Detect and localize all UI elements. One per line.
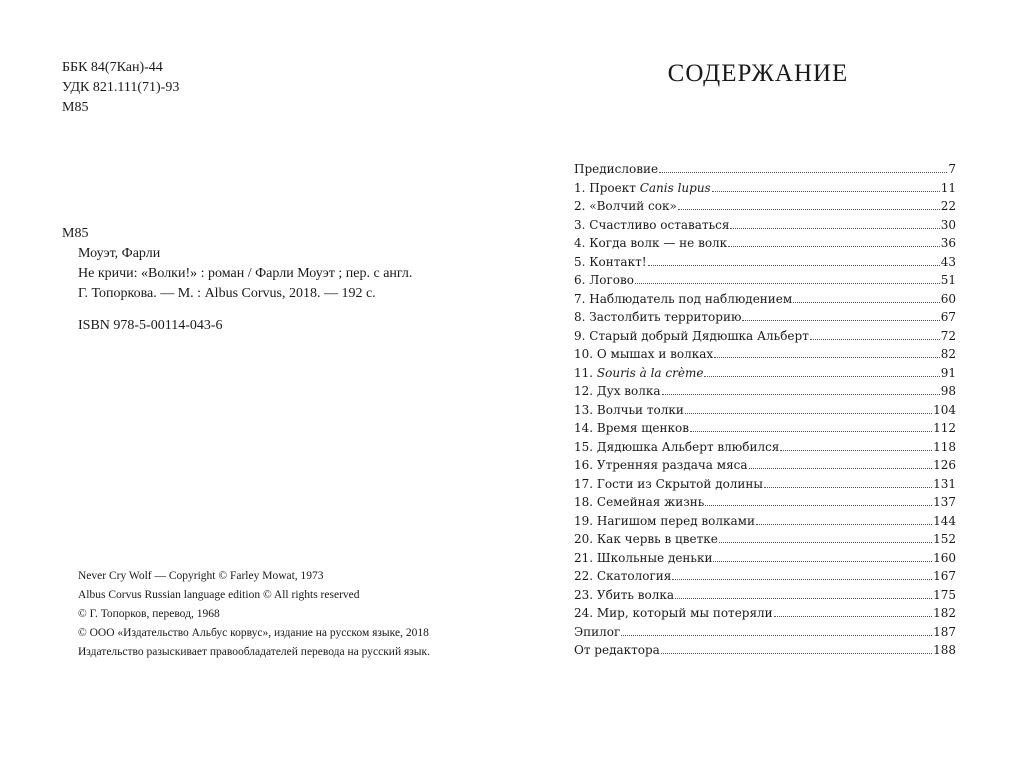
toc-entry-title: [574, 253, 647, 272]
toc-entry-title-text: 17. Гости из Скрытой долины: [574, 476, 763, 491]
toc-entry-title: [574, 308, 741, 327]
toc-page-number: 118: [933, 439, 956, 454]
toc-entry-title-italic: Souris à la crème: [596, 365, 704, 380]
toc-dot-leader: [621, 635, 932, 636]
toc-entry-title-text: 16. Утренняя раздача мяса: [574, 458, 748, 472]
toc-entry-title-text: 8. Застолбить территорию: [574, 310, 742, 324]
isbn: ISBN 978-5-00114-043-6: [78, 318, 223, 333]
toc-entry: [574, 160, 956, 179]
toc-entry-title: [574, 401, 684, 420]
toc-page-number: 51: [940, 273, 956, 287]
toc-entry: [574, 197, 956, 216]
toc-entry-title: [574, 327, 809, 346]
toc-page-number: 11: [940, 180, 956, 195]
toc-entry-title: [574, 604, 773, 623]
toc-entry-title-text: Эпилог: [574, 624, 621, 639]
toc-entry-title: [574, 419, 689, 438]
toc-page-number: 30: [940, 217, 956, 232]
toc-entry-title-text: 2. «Волчий сок»: [574, 199, 677, 213]
copyright-block: [78, 567, 430, 662]
toc-entry-title: [574, 512, 755, 531]
toc-page-number: 167: [933, 569, 956, 583]
toc-entry-title: [574, 234, 727, 253]
toc-entry: [574, 345, 956, 364]
toc-entry: [574, 604, 956, 623]
toc-entry-title-text: 22. Скатология: [574, 569, 672, 583]
toc-page-number: 131: [933, 476, 956, 491]
toc-entry: [574, 419, 956, 438]
toc-dot-leader: [749, 468, 933, 469]
toc-entry-title: [574, 438, 779, 457]
toc-page-number: 7: [948, 162, 956, 176]
toc-entry: [574, 401, 956, 420]
toc-entry-title-text: 21. Школьные деньки: [574, 550, 713, 565]
toc-entry-title: [574, 364, 703, 383]
toc-entry-title: [574, 475, 763, 494]
toc-entry-title: [574, 160, 658, 179]
toc-entry-title-text: 15. Дядюшка Альберт влюбился: [574, 439, 780, 454]
toc-dot-leader: [756, 524, 932, 525]
toc-entry: [574, 586, 956, 605]
toc-entry: [574, 530, 956, 549]
toc-entry-title: [574, 641, 660, 660]
right-page: [512, 0, 1024, 768]
toc-page-number: 67: [940, 310, 956, 324]
toc-page-number: 188: [933, 643, 956, 657]
bibliographic-record: [62, 224, 412, 336]
toc-entry-title-text: 12. Дух волка: [574, 384, 661, 398]
toc-entry-title: [574, 567, 671, 586]
toc-entry-title: [574, 345, 713, 364]
copyright-line: © Г. Топорков, перевод, 1968: [78, 608, 220, 620]
toc-entry-title: [574, 382, 661, 401]
toc-dot-leader: [713, 561, 932, 562]
toc-entry-title: [574, 623, 620, 642]
toc-dot-leader: [690, 431, 932, 432]
toc-dot-leader: [793, 302, 939, 303]
toc-dot-leader: [705, 505, 932, 506]
toc-dot-leader: [662, 394, 940, 395]
toc-dot-leader: [719, 542, 932, 543]
toc-entry: [574, 438, 956, 457]
bbk-code: ББК 84(7Кан)-44: [62, 60, 163, 75]
toc-page-number: 43: [940, 254, 956, 269]
toc-entry-title: [574, 549, 712, 568]
toc-entry: [574, 623, 956, 642]
toc-entry-title-text: 20. Как червь в цветке: [574, 532, 718, 546]
toc-entry-title: [574, 586, 674, 605]
toc-dot-leader: [648, 265, 940, 266]
toc-entry-title-text: 1. Проект: [574, 180, 640, 195]
biblio-title-line: Не кричи: «Волки!» : роман / Фарли Моуэт ; пер. с англ.: [78, 266, 413, 281]
toc-entry-title: [574, 456, 748, 475]
toc-dot-leader: [774, 616, 932, 617]
toc-page-number: 112: [933, 421, 956, 435]
biblio-author: Моуэт, Фарли: [78, 246, 161, 261]
toc-entry-title-text: 24. Мир, который мы потеряли: [574, 606, 773, 620]
toc-dot-leader: [730, 228, 939, 229]
toc-entry-title-italic: Canis lupus: [639, 180, 711, 195]
toc-entry-title-text: 6. Логово: [574, 273, 634, 287]
toc-entry-title-text: 7. Наблюдатель под наблюдением: [574, 291, 793, 306]
toc-title: СОДЕРЖАНИЕ: [667, 60, 849, 87]
toc-entry: [574, 382, 956, 401]
toc-dot-leader: [678, 209, 940, 210]
author-sign: М85: [62, 100, 89, 115]
toc-entry: [574, 493, 956, 512]
toc-dot-leader: [704, 376, 939, 377]
copyright-line: Never Cry Wolf — Copyright © Farley Mowat, 1973: [78, 570, 324, 582]
toc-entry-title: [574, 290, 792, 309]
toc-page-number: 91: [940, 365, 956, 380]
toc-entry-title-text: От редактора: [574, 643, 660, 657]
toc-entry-title: [574, 216, 729, 235]
biblio-imprint-line: Г. Топоркова. — М. : Albus Corvus, 2018. — 192 с.: [78, 286, 376, 301]
toc-entry: [574, 567, 956, 586]
toc-dot-leader: [810, 339, 940, 340]
toc-entry-title: [574, 179, 711, 198]
toc-dot-leader: [659, 172, 947, 173]
toc-entry-title-text: 23. Убить волка: [574, 587, 675, 602]
toc-entry-title-text: 14. Время щенков: [574, 421, 689, 435]
toc-dot-leader: [635, 283, 940, 284]
toc-page-number: 98: [940, 384, 956, 398]
toc-dot-leader: [764, 487, 932, 488]
toc-page-number: 160: [933, 550, 956, 565]
toc-dot-leader: [780, 450, 932, 451]
toc-entry-title: [574, 197, 677, 216]
toc-page-number: 144: [933, 513, 956, 528]
copyright-line: © ООО «Издательство Альбус корвус», издание на русском языке, 2018: [78, 627, 429, 639]
toc-entry-title-text: 18. Семейная жизнь: [574, 495, 705, 509]
toc-entry: [574, 327, 956, 346]
toc-page-number: 126: [933, 458, 956, 472]
toc-entry-title-text: 10. О мышах и волках: [574, 347, 714, 361]
toc-entry: [574, 308, 956, 327]
toc-page-number: 104: [933, 402, 956, 417]
toc-entry: [574, 234, 956, 253]
toc-entry-title-text: 19. Нагишом перед волками: [574, 513, 756, 528]
toc-dot-leader: [675, 598, 932, 599]
toc-page-number: 187: [933, 624, 956, 639]
toc-entry: [574, 475, 956, 494]
toc-dot-leader: [742, 320, 939, 321]
toc-dot-leader: [672, 579, 932, 580]
toc-page-number: 22: [940, 199, 956, 213]
toc-entry-title-text: 13. Волчьи толки: [574, 402, 684, 417]
toc-page-number: 36: [940, 236, 956, 250]
toc-entry: [574, 512, 956, 531]
toc-entry: [574, 290, 956, 309]
toc-page-number: 182: [933, 606, 956, 620]
copyright-line: Издательство разыскивает правообладателей перевода на русский язык.: [78, 646, 430, 658]
toc-entry: [574, 253, 956, 272]
toc-dot-leader: [728, 246, 940, 247]
toc-dot-leader: [661, 653, 932, 654]
toc-entry-title-text: 9. Старый добрый Дядюшка Альберт: [574, 328, 809, 343]
toc-entry-title-text: 11.: [574, 365, 597, 380]
copyright-line: Albus Corvus Russian language edition © All rights reserved: [78, 589, 360, 601]
toc-entry-title-text: Предисловие: [574, 162, 659, 176]
toc-entry-title: [574, 530, 718, 549]
toc-entry-title-text: 5. Контакт!: [574, 254, 647, 269]
udk-code: УДК 821.111(71)-93: [62, 80, 180, 95]
toc-entry: [574, 364, 956, 383]
toc-entry-title: [574, 271, 634, 290]
toc-entry: [574, 456, 956, 475]
table-of-contents: [574, 160, 956, 660]
toc-entry-title-text: 3. Счастливо оставаться: [574, 217, 730, 232]
toc-entry: [574, 549, 956, 568]
toc-entry: [574, 271, 956, 290]
toc-entry: [574, 179, 956, 198]
toc-page-number: 137: [933, 495, 956, 509]
toc-page-number: 152: [933, 532, 956, 546]
biblio-author-sign: М85: [62, 226, 89, 241]
toc-entry-title-text: 4. Когда волк — не волк: [574, 236, 728, 250]
toc-dot-leader: [712, 191, 940, 192]
toc-page-number: 72: [940, 328, 956, 343]
toc-page-number: 82: [940, 347, 956, 361]
toc-entry-title: [574, 493, 704, 512]
toc-page-number: 175: [933, 587, 956, 602]
toc-dot-leader: [685, 413, 932, 414]
classification-codes: [62, 58, 179, 118]
toc-page-number: 60: [940, 291, 956, 306]
toc-entry: [574, 641, 956, 660]
toc-dot-leader: [714, 357, 940, 358]
toc-entry: [574, 216, 956, 235]
